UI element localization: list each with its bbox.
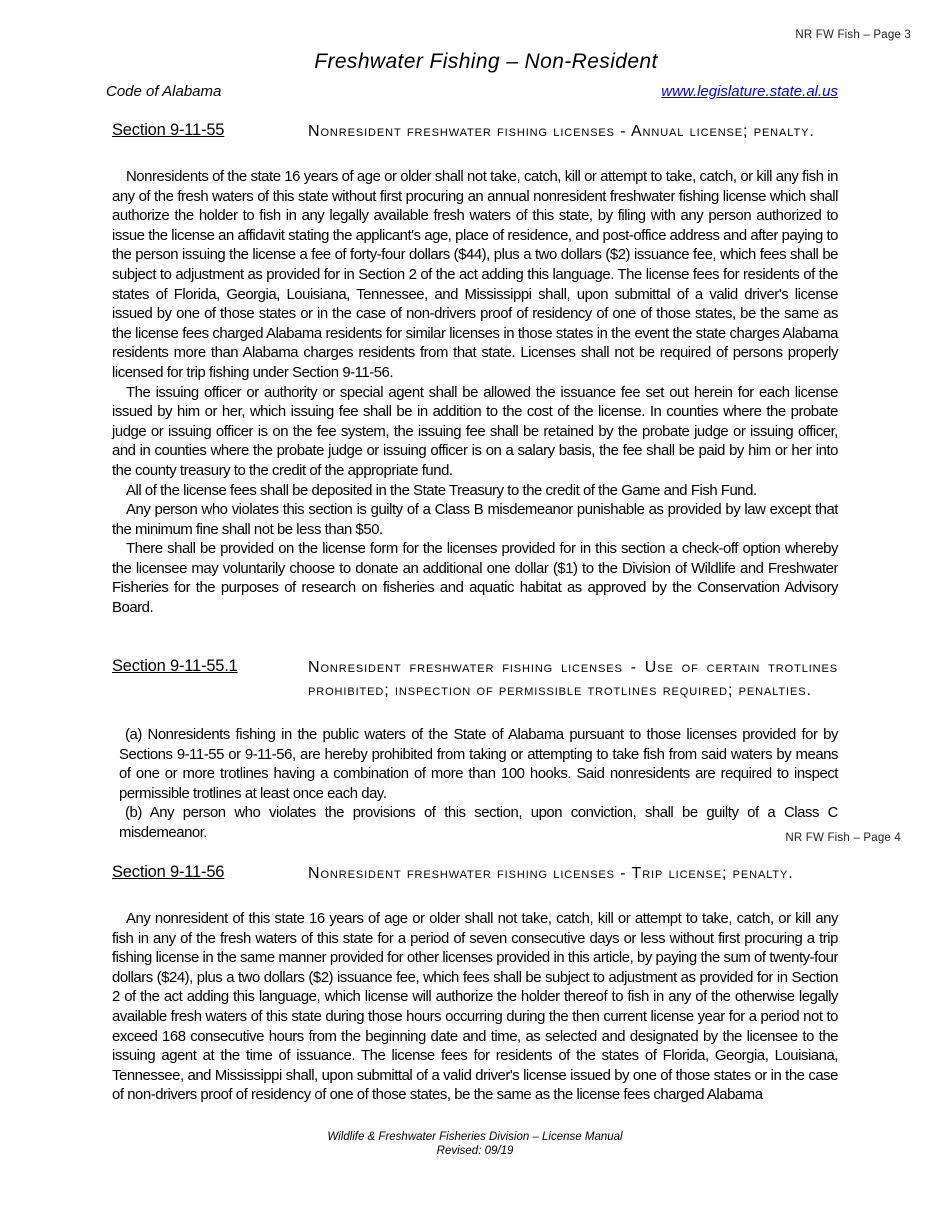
paragraph: All of the license fees shall be deposited in the State Treasury to the credit of the Game and Fish Fund. [126, 482, 757, 499]
document-title: Freshwater Fishing – Non-Resident [314, 50, 658, 73]
paragraph: (a) Nonresidents fishing in the public waters of the State of Alabama pursuant to those licenses provided for by Sections 9-11-55 or 9-11-56, are hereby prohibited from taking or attempting to take fish from said waters by means of one or more trotlines having a combination of more than 100 hooks. Said nonresidents are required to inspect permissible trotlines at least once each day. [119, 727, 838, 802]
footer-revised: Revised: 09/19 [436, 1145, 514, 1157]
section-title: Nonresident freshwater fishing licenses - Annual license; penalty. [308, 123, 815, 140]
section-number: Section 9-11-55 [112, 121, 225, 139]
section-title: Nonresident freshwater fishing licenses - Use of certain trotlines prohibited; inspection of permissible trotlines required; penalties. [308, 659, 838, 699]
footer-line: Wildlife & Freshwater Fisheries Division – License Manual [327, 1131, 623, 1143]
section-body [112, 168, 838, 619]
page-number-mid: NR FW Fish – Page 4 [785, 832, 901, 844]
section-number: Section 9-11-56 [112, 863, 225, 881]
paragraph: (b) Any person who violates the provisions of this section, upon conviction, shall be guilty of a Class C misdemeanor. [119, 805, 838, 841]
footer [0, 1130, 950, 1158]
paragraph: Any person who violates this section is guilty of a Class B misdemeanor punishable as provided by law except that the minimum fine shall not be less than $50. [112, 502, 838, 538]
page-number-top: NR FW Fish – Page 3 [795, 29, 911, 41]
section-number: Section 9-11-55.1 [112, 657, 238, 675]
section-body [112, 910, 838, 1106]
paragraph: Any nonresident of this state 16 years of age or older shall not take, catch, kill or attempt to take, catch, or kill any fish in any of the fresh waters of this state for a period of seven consecutive days or less without first procuring a trip fishing license in the same manner provided for other licenses provided in this article, by paying the sum of twenty-four dollars ($24), plus a two dollars ($2) issuance fee, which fees shall be subject to adjustment as provided for in Section 2 of the act adding this language, which license will authorize the holder thereof to fish in any of the otherwise legally available fresh waters of this state during those hours occurring during the then current license year for a period not to exceed 168 consecutive hours from the beginning date and time, as selected and designated by the licensee to the issuing agent at the time of issuance. The license fees for residents of the states of Florida, Georgia, Louisiana, Tennessee, and Mississippi shall, upon submittal of a valid driver's license issued by one of those states or in the case of non-drivers proof of residency of one of those states, be the same as the license fees charged Alabama [112, 911, 838, 1104]
paragraph: The issuing officer or authority or special agent shall be allowed the issuance fee set out herein for each license issued by him or her, which issuing fee shall be in addition to the cost of the license. In counties where the probate judge or issuing officer is on the fee system, the issuing fee shall be retained by the probate judge or issuing officer, and in counties where the probate judge or issuing officer is on a salary basis, the fee shall be paid by him or her into the county treasury to the credit of the appropriate fund. [112, 384, 838, 479]
paragraph: Nonresidents of the state 16 years of age or older shall not take, catch, kill or attempt to take, catch, or kill any fish in any of the fresh waters of this state without first procuring an annual nonresident freshwater fishing license which shall authorize the holder to fish in any legally available fresh waters of this state, by filing with any person authorized to issue the license an affidavit stating the applicant's age, place of residence, and post-office address and after paying to the person issuing the license a fee of forty-four dollars ($44), plus a two dollars ($2) issuance fee, which fees shall be subject to adjustment as provided for in Section 2 of the act adding this language. The license fees for residents of the states of Florida, Georgia, Louisiana, Tennessee, and Mississippi shall, upon submittal of a valid driver's license issued by one of those states or in the case of non-drivers proof of residency of one of those states, be the same as the license fees charged Alabama residents for similar licenses in those states in the event the state charges Alabama residents more than Alabama charges residents from that state. Licenses shall not be required of persons properly licensed for trip fishing under Section 9-11-56. [112, 169, 838, 381]
section-body [119, 726, 838, 844]
code-of-alabama-label: Code of Alabama [106, 83, 222, 100]
section-title: Nonresident freshwater fishing licenses - Trip license; penalty. [308, 865, 794, 882]
legislature-link[interactable]: www.legislature.state.al.us [661, 83, 838, 100]
paragraph: There shall be provided on the license form for the licenses provided for in this section a check-off option whereby the licensee may voluntarily choose to donate an additional one dollar ($1) to the Division of Wildlife and Freshwater Fisheries for the purposes of research on fisheries and aquatic habitat as approved by the Conservation Advisory Board. [112, 541, 838, 617]
